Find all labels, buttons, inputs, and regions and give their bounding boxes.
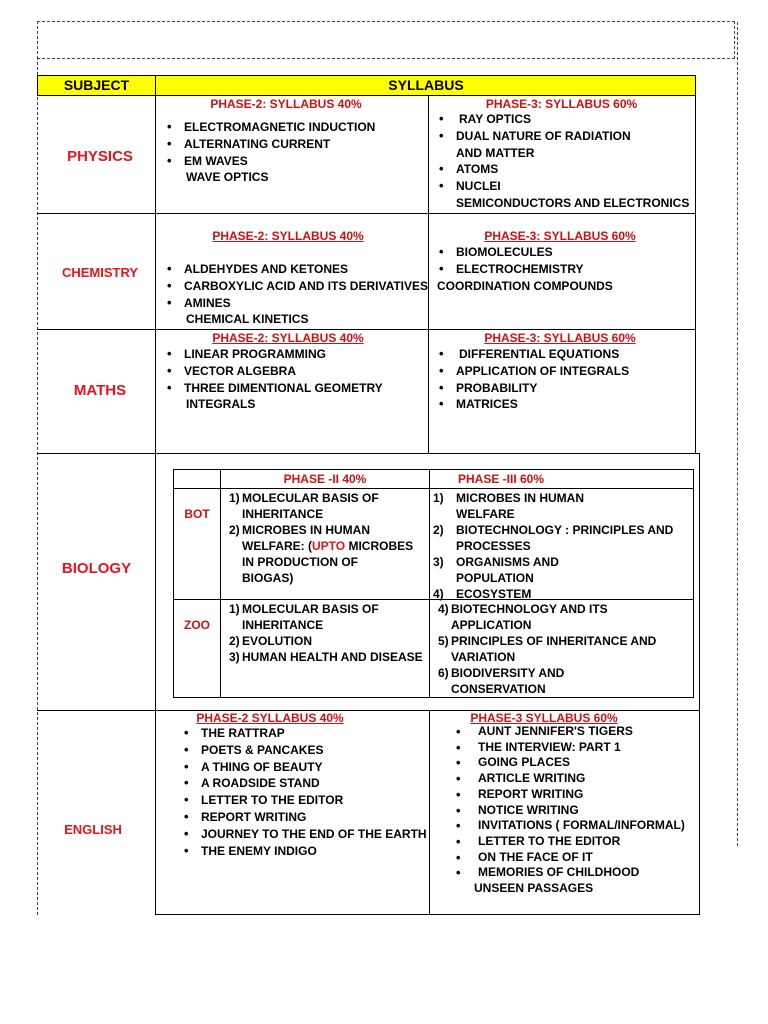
list-item xyxy=(229,490,413,506)
list-item: SEMICONDUCTORS AND ELECTRONICS xyxy=(456,195,690,210)
list-item: • PROBABILITY xyxy=(434,380,629,397)
biology-inner-col2 xyxy=(429,469,430,698)
row-divider-maths xyxy=(37,453,700,454)
item-line: PROCESSES xyxy=(456,539,531,553)
item-line: EVOLUTION xyxy=(242,634,313,648)
list-item-continued xyxy=(229,554,413,570)
list-item-text: INVITATIONS ( FORMAL/INFORMAL) xyxy=(478,818,685,833)
item-line: POPULATION xyxy=(456,571,534,585)
list-item: • ATOMS xyxy=(434,161,689,178)
list-item-text: NOTICE WRITING xyxy=(478,802,579,817)
list-item xyxy=(451,803,685,819)
item-number: 3) xyxy=(433,555,444,569)
list-item: • JOURNEY TO THE END OF THE EARTH xyxy=(179,826,427,843)
list-item: • ALDEHYDES AND KETONES xyxy=(162,261,428,278)
list-item: • ELECTROCHEMISTRY xyxy=(434,261,584,278)
list-item: • POETS & PANCAKES xyxy=(179,742,427,759)
item-number: 1) xyxy=(229,602,240,616)
list-item-continued xyxy=(229,506,413,522)
item-number: 2) xyxy=(229,634,240,648)
english-phase3-title: PHASE-3 SYLLABUS 60% xyxy=(470,711,618,725)
physics-phase2-list xyxy=(162,119,375,186)
item-line: IN PRODUCTION OF xyxy=(242,555,358,569)
zoo-phase3-list xyxy=(438,601,656,697)
list-item xyxy=(433,490,673,506)
list-item xyxy=(451,850,685,866)
list-item xyxy=(162,311,428,328)
list-item xyxy=(162,396,383,413)
list-item: • A ROADSIDE STAND xyxy=(179,775,427,792)
list-item-text: AUNT JENNIFER'S TIGERS xyxy=(478,724,633,738)
list-item xyxy=(451,771,685,787)
list-item-continued xyxy=(229,538,413,554)
biology-phase3-title: PHASE -III 60% xyxy=(457,472,545,486)
list-item xyxy=(433,586,673,602)
item-line: WELFARE xyxy=(456,507,515,521)
item-line: BIOGAS) xyxy=(242,571,294,585)
row-divider-chemistry xyxy=(37,329,696,330)
item-line: ORGANISMS AND xyxy=(456,555,559,569)
page-frame-right-edge xyxy=(737,22,738,846)
item-line: BIODIVERSITY AND xyxy=(451,666,565,680)
list-item xyxy=(229,649,423,665)
list-item-text: ARTICLE WRITING xyxy=(478,771,586,786)
list-item-text: MEMORIES OF CHILDHOOD xyxy=(478,865,640,880)
zoo-label: ZOO xyxy=(184,618,210,632)
maths-phase3-list xyxy=(434,346,629,413)
list-item: • MATRICES xyxy=(434,396,629,413)
biology-inner-row1 xyxy=(173,488,694,489)
item-number: 4) xyxy=(438,602,449,616)
list-item-text: LETTER TO THE EDITOR xyxy=(478,833,621,848)
item-line: WELFARE: ( xyxy=(242,539,312,553)
list-item-text: RAY OPTICS xyxy=(459,112,532,126)
item-line: BIOTECHNOLOGY : PRINCIPLES AND xyxy=(456,523,674,537)
english-phase3-list xyxy=(451,724,685,897)
item-number: 1) xyxy=(229,491,240,505)
continuation-text: CHEMICAL KINETICS xyxy=(186,312,309,327)
list-item-continued xyxy=(229,617,423,633)
chemistry-phase3-list xyxy=(434,244,584,278)
list-item: • ELECTROMAGNETIC INDUCTION xyxy=(162,119,375,136)
physics-phase3-title: PHASE-3: SYLLABUS 60% xyxy=(485,97,638,111)
subject-physics: PHYSICS xyxy=(67,148,133,165)
list-item: • THE ENEMY INDIGO xyxy=(179,843,427,860)
list-item: • ALTERNATING CURRENT xyxy=(162,136,375,153)
item-line: VARIATION xyxy=(451,650,516,664)
list-item xyxy=(451,787,685,803)
highlighted-text: UPTO xyxy=(312,539,346,553)
list-item: • VECTOR ALGEBRA xyxy=(162,363,383,380)
chemistry-phase2-title: PHASE-2: SYLLABUS 40% xyxy=(212,229,364,243)
list-item xyxy=(451,834,685,850)
chemistry-phase3-title: PHASE-3: SYLLABUS 60% xyxy=(484,229,636,243)
list-item xyxy=(433,554,673,570)
list-item xyxy=(434,111,689,128)
list-item xyxy=(451,865,685,881)
list-item xyxy=(229,522,413,538)
item-line: MOLECULAR BASIS OF xyxy=(242,491,379,505)
list-item-text: THE INTERVIEW: PART 1 xyxy=(478,739,621,754)
list-item: • THREE DIMENTIONAL GEOMETRY xyxy=(162,380,383,397)
row-divider-physics xyxy=(37,213,696,214)
list-item-continued xyxy=(438,681,656,697)
continuation-text: INTEGRALS xyxy=(186,397,256,412)
subject-chemistry: CHEMISTRY xyxy=(61,265,139,280)
chemistry-phase2-list xyxy=(162,261,428,328)
item-line: INHERITANCE xyxy=(242,618,324,632)
list-item: • APPLICATION OF INTEGRALS xyxy=(434,363,629,380)
item-number: 2) xyxy=(433,523,444,537)
list-item: • THE RATTRAP xyxy=(179,725,427,742)
subject-column-divider xyxy=(155,95,156,915)
list-item: • LINEAR PROGRAMMING xyxy=(162,346,383,363)
list-item: • CARBOXYLIC ACID AND ITS DERIVATIVES xyxy=(162,278,428,295)
list-item: • BIOMOLECULES xyxy=(434,244,584,261)
biology-inner-col1 xyxy=(220,469,221,698)
list-item xyxy=(451,724,685,740)
list-item xyxy=(451,755,685,771)
item-line: PRINCIPLES OF INHERITANCE AND xyxy=(451,634,657,648)
list-item-text: DIFFERENTIAL EQUATIONS xyxy=(459,347,620,361)
list-item-continued xyxy=(433,570,673,586)
list-item: • REPORT WRITING xyxy=(179,809,427,826)
maths-phase2-list xyxy=(162,346,383,413)
subject-biology: BIOLOGY xyxy=(61,560,132,577)
list-item xyxy=(451,818,685,834)
subject-english: ENGLISH xyxy=(64,822,122,837)
subject-maths: MATHS xyxy=(73,382,127,399)
list-item: • AMINES xyxy=(162,295,428,312)
list-item: • DUAL NATURE OF RADIATION xyxy=(434,128,689,145)
item-line: HUMAN HEALTH AND DISEASE xyxy=(242,650,423,664)
english-phase2-list xyxy=(179,725,427,859)
list-item xyxy=(451,740,685,756)
list-item xyxy=(433,522,673,538)
list-item xyxy=(451,881,685,897)
continuation-text: WAVE OPTICS xyxy=(186,170,269,185)
item-number: 6) xyxy=(438,666,449,680)
syllabus-header: SYLLABUS xyxy=(388,77,464,93)
list-item: • EM WAVES xyxy=(162,153,375,170)
list-item-text: ON THE FACE OF IT xyxy=(478,849,593,864)
list-item-continued xyxy=(438,649,656,665)
continuation-text: UNSEEN PASSAGES xyxy=(474,881,594,896)
physics-phase2-title: PHASE-2: SYLLABUS 40% xyxy=(210,97,362,111)
zoo-phase2-list xyxy=(229,601,423,665)
list-item: • LETTER TO THE EDITOR xyxy=(179,792,427,809)
page-frame-top-box xyxy=(37,21,735,59)
phase-column-divider-upper xyxy=(428,95,429,454)
item-line: MOLECULAR BASIS OF xyxy=(242,602,379,616)
chemistry-phase3-extra: COORDINATION COMPOUNDS xyxy=(437,279,613,293)
list-item: • NUCLEI xyxy=(434,178,689,195)
list-item: • A THING OF BEAUTY xyxy=(179,759,427,776)
item-line: MICROBES xyxy=(345,539,414,553)
english-phase2-title: PHASE-2 SYLLABUS 40% xyxy=(196,711,344,725)
phase-column-divider-english xyxy=(429,710,430,915)
list-item-text: REPORT WRITING xyxy=(478,786,584,801)
bot-phase3-list xyxy=(433,490,673,602)
item-line: ECOSYSTEM xyxy=(456,587,532,601)
biology-row-right-edge xyxy=(699,453,700,915)
list-item-continued xyxy=(433,538,673,554)
maths-phase3-title: PHASE-3: SYLLABUS 60% xyxy=(484,331,636,345)
subject-header: SUBJECT xyxy=(63,77,130,93)
list-item xyxy=(229,601,423,617)
item-number: 1) xyxy=(433,491,444,505)
list-item xyxy=(434,346,629,363)
list-item xyxy=(438,601,656,617)
list-item-text: GOING PLACES xyxy=(478,755,571,770)
item-number: 2) xyxy=(229,523,240,537)
item-number: 3) xyxy=(229,650,240,664)
table-bottom-edge xyxy=(155,914,700,915)
item-line: BIOTECHNOLOGY AND ITS xyxy=(451,602,608,616)
list-item-continued xyxy=(433,506,673,522)
list-item-continued xyxy=(438,617,656,633)
item-line: INHERITANCE xyxy=(242,507,324,521)
list-item: AND MATTER xyxy=(456,145,535,160)
item-line: MICROBES IN HUMAN xyxy=(242,523,370,537)
list-item xyxy=(162,169,375,186)
list-item xyxy=(438,633,656,649)
maths-phase2-title: PHASE-2: SYLLABUS 40% xyxy=(212,331,364,345)
list-item xyxy=(229,633,423,649)
list-item-continued xyxy=(229,570,413,586)
item-line: CONSERVATION xyxy=(451,682,546,696)
bot-phase2-list xyxy=(229,490,413,586)
item-number: 4) xyxy=(433,587,444,601)
list-item xyxy=(438,665,656,681)
bot-label: BOT xyxy=(184,507,210,521)
item-line: APPLICATION xyxy=(451,618,532,632)
biology-phase2-title: PHASE -II 40% xyxy=(283,472,367,486)
item-number: 5) xyxy=(438,634,449,648)
physics-phase3-list xyxy=(434,111,689,212)
item-line: MICROBES IN HUMAN xyxy=(456,491,584,505)
